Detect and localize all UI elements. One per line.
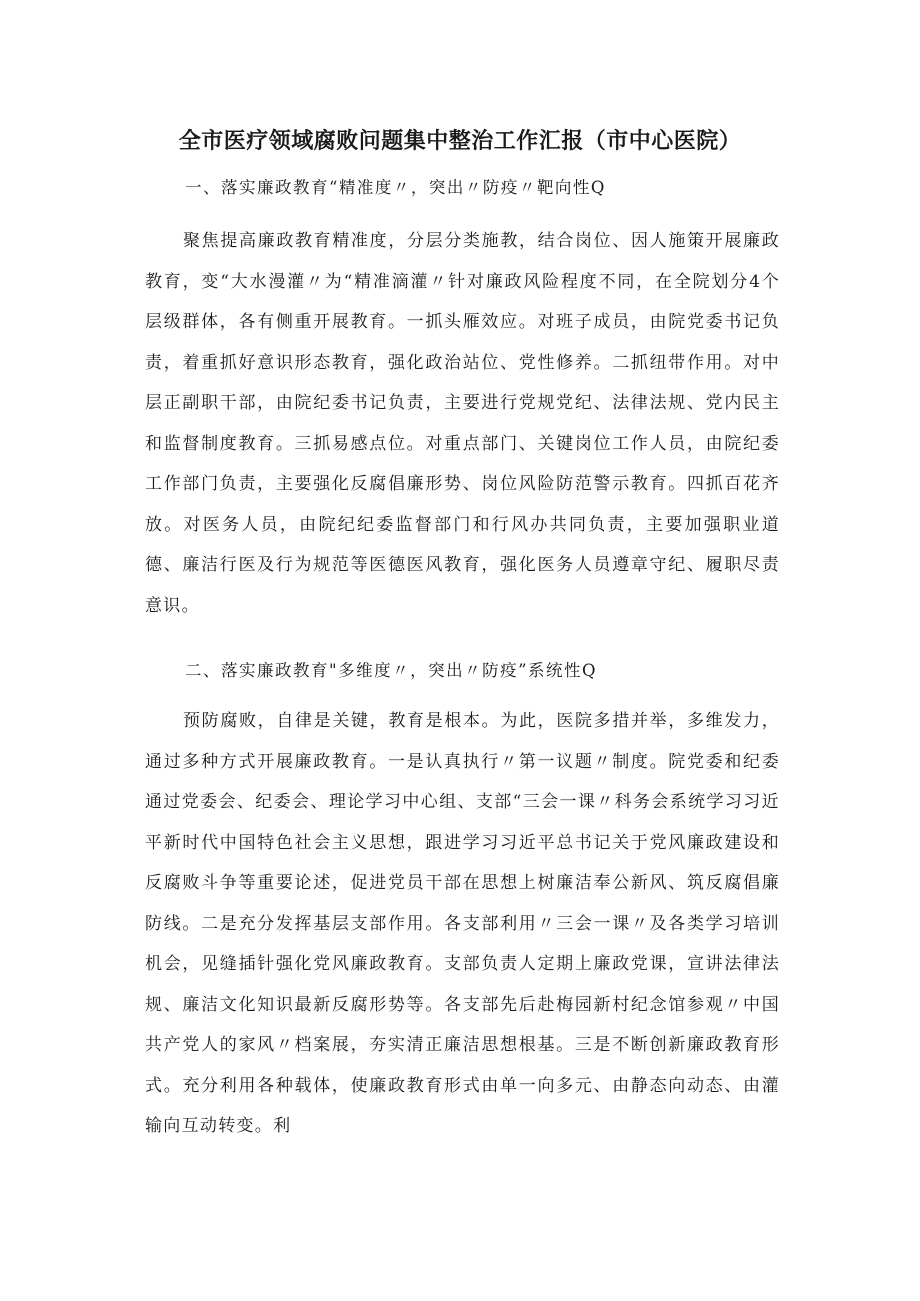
- section-2-heading: 二、落实廉政教育"多维度〃，突出〃防疫”系统性Q: [185, 661, 598, 680]
- document-title: 全市医疗领域腐败问题集中整治工作汇报（市中心医院）: [178, 129, 742, 154]
- section-2-paragraph: 预防腐败，自律是关键，教育是根本。为此，医院多措并举，多维发力，通过多种方式开展廉政教育。一是认真执行〃第一议题〃制度。院党委和纪委通过党委会、纪委会、理论学习中心组、支部“三会一课〃科务会系统学习习近平新时代中国特色社会主义思想，跟进学习习近平总书记关于党风廉政建设和反腐败斗争等重要论述，促进党员干部在思想上树廉洁奉公新风、筑反腐倡廉防线。二是充分发挥基层支部作用。各支部利用〃三会一课〃及各类学习培训机会，见缝插针强化党风廉政教育。支部负责人定期上廉政党课，宣讲法律法规、廉洁文化知识最新反腐形势等。各支部先后赴梅园新村纪念馆参观〃中国共产党人的家风〃档案展，夯实清正廉洁思想根基。三是不断创新廉政教育形式。充分利用各种载体，使廉政教育形式由单一向多元、由静态向动态、由灌输向互动转变。利: [145, 711, 780, 1136]
- section-1-heading: 一、落实廉政教育“精准度〃，突出〃防疫〃靶向性Q: [185, 178, 606, 197]
- section-1-paragraph: 聚焦提高廉政教育精准度，分层分类施教，结合岗位、因人施策开展廉政教育，变“大水漫灌〃为“精准滴灌〃针对廉政风险程度不同，在全院划分4个层级群体，各有侧重开展教育。一抓头雁效应。对班子成员，由院党委书记负责，着重抓好意识形态教育，强化政治站位、党性修养。二抓纽带作用。对中层正副职干部，由院纪委书记负责，主要进行党规党纪、法律法规、党内民主和监督制度教育。三抓易感点位。对重点部门、关键岗位工作人员，由院纪委工作部门负责，主要强化反腐倡廉形势、岗位风险防范警示教育。四抓百花齐放。对医务人员，由院纪纪委监督部门和行风办共同负责，主要加强职业道德、廉洁行医及行为规范等医德医风教育，强化医务人员遵章守纪、履职尽责意识。: [145, 231, 780, 616]
